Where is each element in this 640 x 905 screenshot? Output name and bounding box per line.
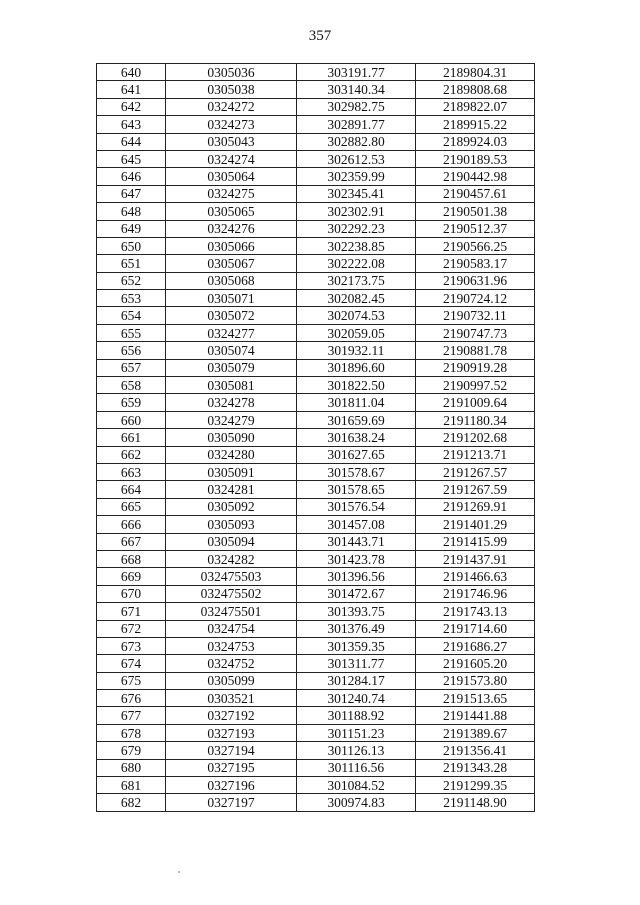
row-number-cell: 640 <box>97 64 166 81</box>
point-id-cell: 0305043 <box>166 133 297 150</box>
x-coordinate-cell: 301443.71 <box>297 533 416 550</box>
table-row <box>97 759 535 776</box>
y-coordinate-cell: 2191573.80 <box>416 672 535 689</box>
table-row <box>97 377 535 394</box>
table-row <box>97 150 535 167</box>
row-number-cell: 661 <box>97 429 166 446</box>
table-row <box>97 498 535 515</box>
y-coordinate-cell: 2191401.29 <box>416 516 535 533</box>
x-coordinate-cell: 302891.77 <box>297 116 416 133</box>
x-coordinate-cell: 301126.13 <box>297 742 416 759</box>
row-number-cell: 641 <box>97 81 166 98</box>
y-coordinate-cell: 2190501.38 <box>416 203 535 220</box>
y-coordinate-cell: 2190189.53 <box>416 150 535 167</box>
x-coordinate-cell: 302059.05 <box>297 324 416 341</box>
y-coordinate-cell: 2191267.59 <box>416 481 535 498</box>
row-number-cell: 668 <box>97 550 166 567</box>
x-coordinate-cell: 301822.50 <box>297 377 416 394</box>
y-coordinate-cell: 2190583.17 <box>416 255 535 272</box>
table-row <box>97 533 535 550</box>
y-coordinate-cell: 2190724.12 <box>416 290 535 307</box>
point-id-cell: 032475501 <box>166 603 297 620</box>
point-id-cell: 0324274 <box>166 150 297 167</box>
row-number-cell: 652 <box>97 272 166 289</box>
x-coordinate-cell: 301151.23 <box>297 724 416 741</box>
y-coordinate-cell: 2190457.61 <box>416 185 535 202</box>
x-coordinate-cell: 301578.67 <box>297 463 416 480</box>
row-number-cell: 667 <box>97 533 166 550</box>
row-number-cell: 662 <box>97 446 166 463</box>
table-row <box>97 98 535 115</box>
x-coordinate-cell: 303140.34 <box>297 81 416 98</box>
row-number-cell: 676 <box>97 690 166 707</box>
table-row <box>97 81 535 98</box>
point-id-cell: 0305064 <box>166 168 297 185</box>
y-coordinate-cell: 2189915.22 <box>416 116 535 133</box>
table-row <box>97 585 535 602</box>
row-number-cell: 674 <box>97 655 166 672</box>
table-row <box>97 359 535 376</box>
point-id-cell: 0305072 <box>166 307 297 324</box>
y-coordinate-cell: 2191356.41 <box>416 742 535 759</box>
x-coordinate-cell: 301576.54 <box>297 498 416 515</box>
x-coordinate-cell: 301932.11 <box>297 342 416 359</box>
table-row <box>97 429 535 446</box>
table-row <box>97 185 535 202</box>
y-coordinate-cell: 2190747.73 <box>416 324 535 341</box>
table-row <box>97 707 535 724</box>
x-coordinate-cell: 301396.56 <box>297 568 416 585</box>
y-coordinate-cell: 2191441.88 <box>416 707 535 724</box>
scan-speck <box>178 871 180 873</box>
row-number-cell: 679 <box>97 742 166 759</box>
table-row <box>97 203 535 220</box>
point-id-cell: 0305067 <box>166 255 297 272</box>
y-coordinate-cell: 2190566.25 <box>416 237 535 254</box>
x-coordinate-cell: 301457.08 <box>297 516 416 533</box>
row-number-cell: 675 <box>97 672 166 689</box>
x-coordinate-cell: 303191.77 <box>297 64 416 81</box>
row-number-cell: 665 <box>97 498 166 515</box>
y-coordinate-cell: 2191686.27 <box>416 637 535 654</box>
x-coordinate-cell: 301659.69 <box>297 411 416 428</box>
y-coordinate-cell: 2191009.64 <box>416 394 535 411</box>
x-coordinate-cell: 302302.91 <box>297 203 416 220</box>
coordinates-table <box>96 63 535 812</box>
y-coordinate-cell: 2190881.78 <box>416 342 535 359</box>
table-row <box>97 255 535 272</box>
table-row <box>97 690 535 707</box>
y-coordinate-cell: 2189804.31 <box>416 64 535 81</box>
table-row <box>97 133 535 150</box>
point-id-cell: 0327197 <box>166 794 297 811</box>
x-coordinate-cell: 301359.35 <box>297 637 416 654</box>
y-coordinate-cell: 2191743.13 <box>416 603 535 620</box>
point-id-cell: 0305091 <box>166 463 297 480</box>
point-id-cell: 0305099 <box>166 672 297 689</box>
row-number-cell: 659 <box>97 394 166 411</box>
row-number-cell: 670 <box>97 585 166 602</box>
row-number-cell: 655 <box>97 324 166 341</box>
row-number-cell: 664 <box>97 481 166 498</box>
point-id-cell: 0305090 <box>166 429 297 446</box>
point-id-cell: 0305081 <box>166 377 297 394</box>
table-row <box>97 777 535 794</box>
table-row <box>97 794 535 811</box>
table-row <box>97 481 535 498</box>
y-coordinate-cell: 2191746.96 <box>416 585 535 602</box>
x-coordinate-cell: 302292.23 <box>297 220 416 237</box>
y-coordinate-cell: 2189808.68 <box>416 81 535 98</box>
point-id-cell: 0324282 <box>166 550 297 567</box>
row-number-cell: 644 <box>97 133 166 150</box>
x-coordinate-cell: 301284.17 <box>297 672 416 689</box>
table-row <box>97 568 535 585</box>
point-id-cell: 0324273 <box>166 116 297 133</box>
row-number-cell: 650 <box>97 237 166 254</box>
y-coordinate-cell: 2191202.68 <box>416 429 535 446</box>
point-id-cell: 0305038 <box>166 81 297 98</box>
table-row <box>97 724 535 741</box>
y-coordinate-cell: 2190442.98 <box>416 168 535 185</box>
row-number-cell: 651 <box>97 255 166 272</box>
x-coordinate-cell: 301896.60 <box>297 359 416 376</box>
table-row <box>97 324 535 341</box>
row-number-cell: 658 <box>97 377 166 394</box>
x-coordinate-cell: 301811.04 <box>297 394 416 411</box>
table-row <box>97 516 535 533</box>
x-coordinate-cell: 302238.85 <box>297 237 416 254</box>
y-coordinate-cell: 2190919.28 <box>416 359 535 376</box>
x-coordinate-cell: 301311.77 <box>297 655 416 672</box>
x-coordinate-cell: 301393.75 <box>297 603 416 620</box>
y-coordinate-cell: 2191513.65 <box>416 690 535 707</box>
row-number-cell: 656 <box>97 342 166 359</box>
y-coordinate-cell: 2191213.71 <box>416 446 535 463</box>
table-row <box>97 116 535 133</box>
row-number-cell: 649 <box>97 220 166 237</box>
point-id-cell: 0305092 <box>166 498 297 515</box>
y-coordinate-cell: 2191714.60 <box>416 620 535 637</box>
point-id-cell: 0305036 <box>166 64 297 81</box>
table-row <box>97 550 535 567</box>
table-row <box>97 655 535 672</box>
x-coordinate-cell: 301578.65 <box>297 481 416 498</box>
row-number-cell: 680 <box>97 759 166 776</box>
x-coordinate-cell: 302612.53 <box>297 150 416 167</box>
y-coordinate-cell: 2191299.35 <box>416 777 535 794</box>
point-id-cell: 0324279 <box>166 411 297 428</box>
point-id-cell: 0303521 <box>166 690 297 707</box>
row-number-cell: 681 <box>97 777 166 794</box>
x-coordinate-cell: 301376.49 <box>297 620 416 637</box>
table-row <box>97 168 535 185</box>
point-id-cell: 0327194 <box>166 742 297 759</box>
point-id-cell: 0324277 <box>166 324 297 341</box>
x-coordinate-cell: 302222.08 <box>297 255 416 272</box>
y-coordinate-cell: 2190732.11 <box>416 307 535 324</box>
point-id-cell: 0305074 <box>166 342 297 359</box>
point-id-cell: 0305093 <box>166 516 297 533</box>
table-row <box>97 446 535 463</box>
x-coordinate-cell: 301627.65 <box>297 446 416 463</box>
y-coordinate-cell: 2191415.99 <box>416 533 535 550</box>
table-row <box>97 672 535 689</box>
point-id-cell: 0327192 <box>166 707 297 724</box>
table-row <box>97 307 535 324</box>
table-row <box>97 272 535 289</box>
row-number-cell: 671 <box>97 603 166 620</box>
table-row <box>97 742 535 759</box>
point-id-cell: 0305094 <box>166 533 297 550</box>
row-number-cell: 642 <box>97 98 166 115</box>
x-coordinate-cell: 300974.83 <box>297 794 416 811</box>
row-number-cell: 678 <box>97 724 166 741</box>
point-id-cell: 0324276 <box>166 220 297 237</box>
point-id-cell: 0327193 <box>166 724 297 741</box>
point-id-cell: 0324280 <box>166 446 297 463</box>
x-coordinate-cell: 302359.99 <box>297 168 416 185</box>
point-id-cell: 0324275 <box>166 185 297 202</box>
table-row <box>97 237 535 254</box>
y-coordinate-cell: 2190631.96 <box>416 272 535 289</box>
x-coordinate-cell: 301423.78 <box>297 550 416 567</box>
row-number-cell: 660 <box>97 411 166 428</box>
y-coordinate-cell: 2191389.67 <box>416 724 535 741</box>
x-coordinate-cell: 302882.80 <box>297 133 416 150</box>
table-row <box>97 463 535 480</box>
point-id-cell: 0305071 <box>166 290 297 307</box>
y-coordinate-cell: 2191148.90 <box>416 794 535 811</box>
y-coordinate-cell: 2189822.07 <box>416 98 535 115</box>
y-coordinate-cell: 2190512.37 <box>416 220 535 237</box>
point-id-cell: 0305068 <box>166 272 297 289</box>
table-row <box>97 342 535 359</box>
table-row <box>97 637 535 654</box>
x-coordinate-cell: 302982.75 <box>297 98 416 115</box>
x-coordinate-cell: 302173.75 <box>297 272 416 289</box>
table-row <box>97 603 535 620</box>
y-coordinate-cell: 2191180.34 <box>416 411 535 428</box>
row-number-cell: 657 <box>97 359 166 376</box>
y-coordinate-cell: 2191269.91 <box>416 498 535 515</box>
row-number-cell: 677 <box>97 707 166 724</box>
y-coordinate-cell: 2191466.63 <box>416 568 535 585</box>
point-id-cell: 0324754 <box>166 620 297 637</box>
row-number-cell: 654 <box>97 307 166 324</box>
point-id-cell: 0327196 <box>166 777 297 794</box>
row-number-cell: 682 <box>97 794 166 811</box>
y-coordinate-cell: 2189924.03 <box>416 133 535 150</box>
point-id-cell: 0327195 <box>166 759 297 776</box>
point-id-cell: 0324281 <box>166 481 297 498</box>
row-number-cell: 647 <box>97 185 166 202</box>
page-number: 357 <box>308 28 332 44</box>
x-coordinate-cell: 301240.74 <box>297 690 416 707</box>
y-coordinate-cell: 2190997.52 <box>416 377 535 394</box>
row-number-cell: 645 <box>97 150 166 167</box>
point-id-cell: 0324278 <box>166 394 297 411</box>
point-id-cell: 0324752 <box>166 655 297 672</box>
y-coordinate-cell: 2191437.91 <box>416 550 535 567</box>
table-row <box>97 620 535 637</box>
point-id-cell: 0305066 <box>166 237 297 254</box>
point-id-cell: 0305065 <box>166 203 297 220</box>
table-row <box>97 411 535 428</box>
row-number-cell: 673 <box>97 637 166 654</box>
row-number-cell: 672 <box>97 620 166 637</box>
x-coordinate-cell: 301638.24 <box>297 429 416 446</box>
row-number-cell: 663 <box>97 463 166 480</box>
x-coordinate-cell: 301116.56 <box>297 759 416 776</box>
y-coordinate-cell: 2191267.57 <box>416 463 535 480</box>
x-coordinate-cell: 301084.52 <box>297 777 416 794</box>
row-number-cell: 648 <box>97 203 166 220</box>
point-id-cell: 032475502 <box>166 585 297 602</box>
x-coordinate-cell: 302345.41 <box>297 185 416 202</box>
x-coordinate-cell: 301188.92 <box>297 707 416 724</box>
table-row <box>97 64 535 81</box>
x-coordinate-cell: 301472.67 <box>297 585 416 602</box>
table-body <box>97 64 535 812</box>
table-row <box>97 220 535 237</box>
x-coordinate-cell: 302082.45 <box>297 290 416 307</box>
table-row <box>97 394 535 411</box>
point-id-cell: 0324272 <box>166 98 297 115</box>
row-number-cell: 643 <box>97 116 166 133</box>
row-number-cell: 646 <box>97 168 166 185</box>
point-id-cell: 0324753 <box>166 637 297 654</box>
y-coordinate-cell: 2191605.20 <box>416 655 535 672</box>
x-coordinate-cell: 302074.53 <box>297 307 416 324</box>
row-number-cell: 669 <box>97 568 166 585</box>
y-coordinate-cell: 2191343.28 <box>416 759 535 776</box>
row-number-cell: 666 <box>97 516 166 533</box>
row-number-cell: 653 <box>97 290 166 307</box>
point-id-cell: 0305079 <box>166 359 297 376</box>
point-id-cell: 032475503 <box>166 568 297 585</box>
table-row <box>97 290 535 307</box>
